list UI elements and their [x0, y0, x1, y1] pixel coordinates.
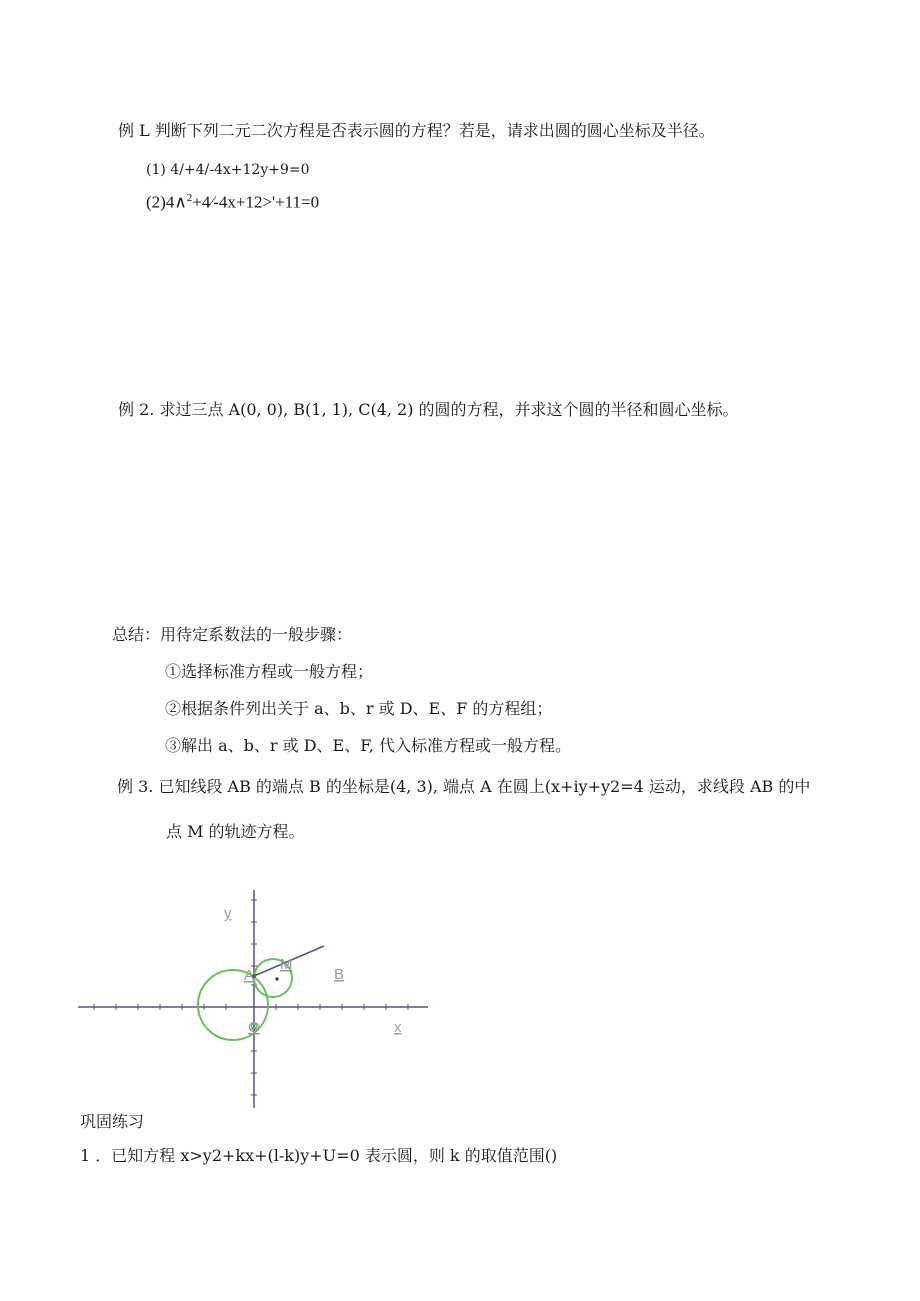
point-a-label: A — [244, 967, 255, 984]
example3-question-line2: 点 M 的轨迹方程。 — [166, 822, 305, 841]
summary-title: 总结：用待定系数法的一般步骤： — [112, 625, 353, 644]
example1-equation-2 — [146, 188, 319, 213]
summary-step-3: ③解出 a、b、r 或 D、E、F, 代入标准方程或一般方程。 — [165, 736, 571, 755]
example2-question: 例 2. 求过三点 A(0, 0), B(1, 1), C(4, 2) 的圆的方程，并求这个圆的半径和圆心坐标。 — [118, 400, 739, 419]
practice-item-1: 1 ．已知方程 x>y2+kx+(l-k)y+U=0 表示圆，则 k 的取值范围() — [80, 1146, 558, 1165]
example1-equation-1: (1) 4/+4/-4x+12y+9=0 — [146, 162, 310, 178]
summary-step-2: ②根据条件列出关于 a、b、r 或 D、E、F 的方程组； — [165, 699, 553, 718]
locus-figure — [78, 888, 430, 1110]
summary-step-1: ①选择标准方程或一般方程； — [165, 662, 374, 681]
point-m-label: M — [280, 956, 293, 973]
point-b-label: B — [334, 966, 345, 983]
example1-question: 例 L 判断下列二元二次方程是否表示圆的方程？若是，请求出圆的圆心坐标及半径。 — [118, 121, 715, 140]
eq2-superscript: 2 — [186, 192, 193, 204]
x-axis-label: x — [394, 1019, 402, 1036]
point-o-label: O — [248, 1019, 260, 1036]
eq2-prefix: (2)4∧ — [146, 192, 187, 212]
point-center — [275, 977, 278, 980]
example3-question-line1: 例 3. 已知线段 AB 的端点 B 的坐标是(4, 3), 端点 A 在圆上(x+iy+y2=4 运动，求线段 AB 的中 — [117, 777, 811, 796]
practice-title: 巩固练习 — [80, 1112, 145, 1131]
eq2-suffix: +4⁄-4x+12>'+11=0 — [192, 192, 320, 212]
y-axis-label: y — [224, 905, 232, 922]
